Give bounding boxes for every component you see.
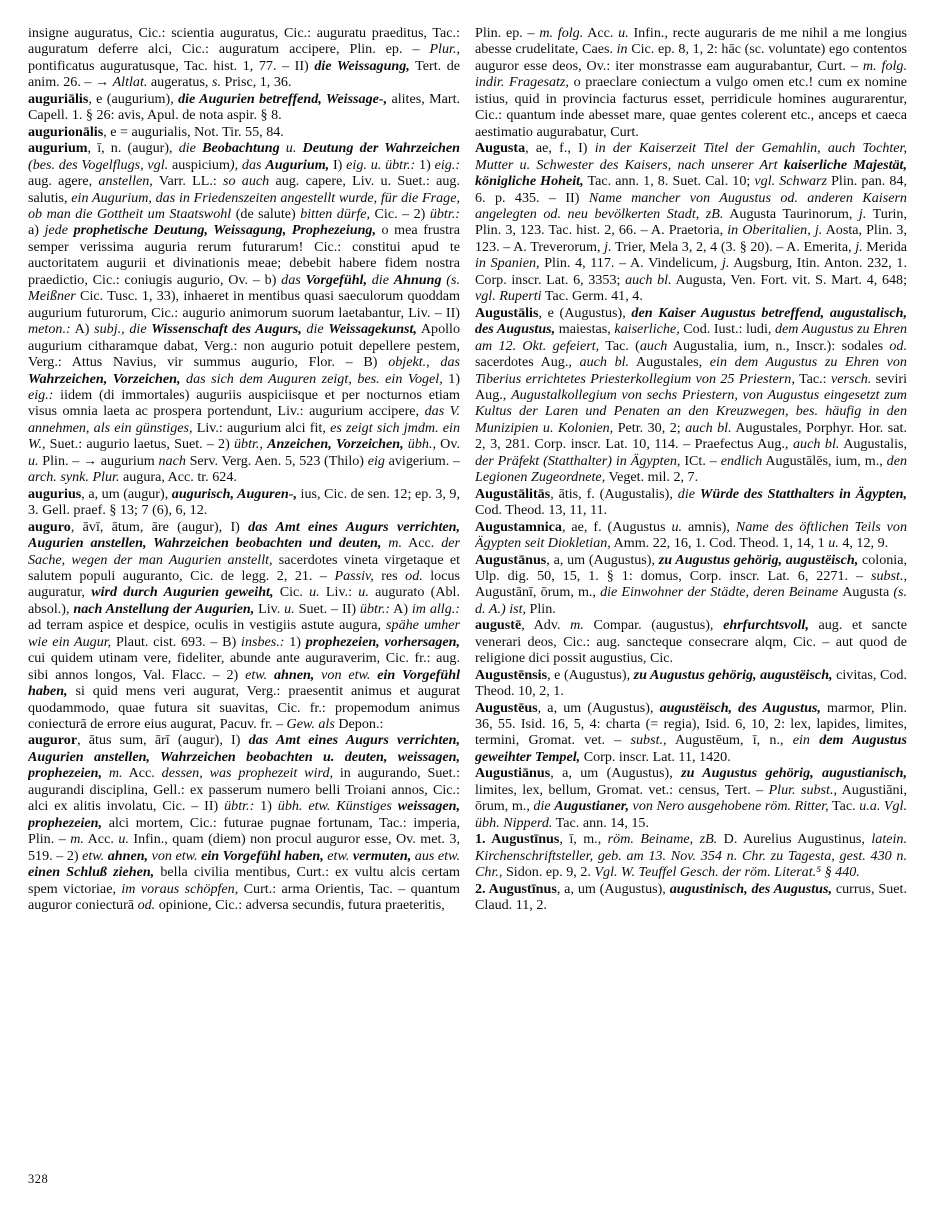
dictionary-paragraph: augurius, a, um (augur), augurisch, Auguren-, ius, Cic. de sen. 12; ep. 3, 9, 3. Gell. praef. § 13; 7 (6), 6, 12. xyxy=(28,485,460,519)
text-columns xyxy=(28,25,907,913)
dictionary-paragraph: Augustālis, e (Augustus), den Kaiser Augustus betreffend, augustalisch, des Augustus, maiestas, kaiserliche, Cod. Iust.: ludi, dem Augustus zu Ehren am 12. Okt. gefeiert, Tac. (auch Augustalia, ium, n., Inscr.): sodales od. sacerdotes Aug., auch bl. Augustales, ein dem Augustus zu Ehren von Tiberius errichtetes Priesterkollegium von 25 Priestern, Tac.: versch. seviri Aug., Augustalkollegium von sechs Priestern, von Augustus eingesetzt zum Kultus der Laren und Penaten an den Kreuzwegen, bes. häufig in den Munizipien u. Kolonien, Petr. 30, 2; auch bl. Augustales, Porphyr. Hor. sat. 2, 3, 281. Corp. inscr. Lat. 10, 114. – Praefectus Aug., auch bl. Augustalis, der Präfekt (Statthalter) in Ägypten, ICt. – endlich Augustālēs, ium, m., den Legionen Zugeordnete, Veget. mil. 2, 7. xyxy=(475,304,907,486)
dictionary-paragraph: augurionālis, e = augurialis, Not. Tir. 55, 84. xyxy=(28,123,284,140)
right-column xyxy=(475,25,907,913)
dictionary-paragraph: Augustamnica, ae, f. (Augustus u. amnis), Name des öftlichen Teils von Ägypten seit Diokletian, Amm. 22, 16, 1. Cod. Theod. 1, 14, 1 u. 4, 12, 9. xyxy=(475,518,907,552)
dictionary-paragraph: augustē, Adv. m. Compar. (augustus), ehrfurchtsvoll, aug. et sancte venerari deos, Cic.: aug. sancteque consecrare alqm, Cic. – aut quod de religione dici possit augustius, Cic. xyxy=(475,617,907,667)
dictionary-paragraph: Augusta, ae, f., I) in der Kaiserzeit Titel der Gemahlin, auch Tochter, Mutter u. Schwester des Kaisers, nach unserer Art kaiserliche Majestät, königliche Hoheit, Tac. ann. 1, 8. Suet. Cal. 10; vgl. Schwarz Plin. pan. 84, 6. p. 435. – II) Name mancher von Augustus od. anderen Kaisern angelegten od. neu bevölkerten Stadt, zB. Augusta Taurinorum, j. Turin, Plin. 3, 123. Tac. hist. 2, 66. – A. Praetoria, in Oberitalien, j. Aosta, Plin. 3, 123. – A. Treverorum, j. Trier, Mela 3, 2, 4 (3. § 20). – A. Emerita, j. Merida in Spanien, Plin. 4, 117. – A. Vindelicum, j. Augsburg, Itin. Anton. 232, 1. Corp. inscr. Lat. 6, 3353; auch bl. Augusta, Ven. Fort. vit. S. Mart. 4, 648; vgl. Ruperti Tac. Germ. 41, 4. xyxy=(475,140,907,305)
dictionary-paragraph: 2. Augustīnus, a, um (Augustus), augustinisch, des Augustus, currus, Suet. Claud. 11, 2. xyxy=(475,880,907,914)
dictionary-paragraph: auguro, āvī, ātum, āre (augur), I) das Amt eines Augurs verrichten, Augurien anstellen, Wahrzeichen beobachten und deuten, m. Acc. der Sache, wegen der man Augurien anstellt, sacerdotes vineta virgetaque et salutem populi auguranto, Cic. de legg. 2, 21. – Passiv, res od. locus auguratur, wird durch Augurien geweiht, Cic. u. Liv.: u. augurato (Abl. absol.), nach Anstellung der Augurien, Liv. u. Suet. – II) übtr.: A) im allg.: ad terram aspice et despice, oculis in vestigiis astute augura, spähe umher wie ein Augur, Plaut. cist. 693. – B) insbes.: 1) prophezeien, vorhersagen, cui quidem utinam vere, fideliter, abunde ante auguraverim, Cic. fr.: aug. sibi annos longos, Val. Flacc. – 2) etw. ahnen, von etw. ein Vorgefühl haben, si quid mens veri augurat, Verg.: praesentit animus et augurat quodammodo, quae futura sit suavitas, Cic. fr.: propemodum animus coniecturā de errore eius augurat, Pacuv. fr. – Gew. als Depon.: xyxy=(28,518,460,733)
dictionary-paragraph: Augustēnsis, e (Augustus), zu Augustus gehörig, augustëisch, civitas, Cod. Theod. 10, 2, 1. xyxy=(475,666,907,700)
dictionary-paragraph: Augustēus, a, um (Augustus), augustëisch, des Augustus, marmor, Plin. 36, 55. Isid. 16, 5, 4: charta (= regia), Isid. 6, 10, 2: lex, lapides, limites, termini, Gromat. vet. – subst., Augustēum, ī, n., ein dem Augustus geweihter Tempel, Corp. inscr. Lat. 11, 1420. xyxy=(475,699,907,765)
dictionary-paragraph: auguror, ātus sum, ārī (augur), I) das Amt eines Augurs verrichten, Augurien anstellen, Wahrzeichen beobachten u. deuten, weissagen, prophezeien, m. Acc. dessen, was prophezeit wird, in augurando, Suet.: augurandi disciplina, Gell.: ex passerum numero belli Troiani annos, Cic.: alci ex alitis involatu, Cic. – II) übtr.: 1) übh. etw. Künstiges weissagen, prophezeien, alci mortem, Cic.: futurae pugnae fortunam, Tac.: imperia, Plin. – m. Acc. u. Infin., quam (diem) non procul auguror esse, Ov. met. 3, 519. – 2) etw. ahnen, von etw. ein Vorgefühl haben, etw. vermuten, aus etw. einen Schluß ziehen, bella civilia mentibus, Curt.: ex vultu alcis certam spem victoriae, im voraus schöpfen, Curt.: arma Orientis, Tac. – quantum auguror coniecturā od. opinione, Cic.: adversa secundis, futura praeteritis, xyxy=(28,732,460,914)
left-column xyxy=(28,25,460,913)
dictionary-paragraph: Augustānus, a, um (Augustus), zu Augustus gehörig, augustëisch, colonia, Ulp. dig. 50, 15, 1. § 1: domus, Corp. inscr. Lat. 6, 2271. – subst., Augustānī, ōrum, m., die Einwohner der Städte, deren Beiname Augusta (s. d. A.) ist, Plin. xyxy=(475,551,907,617)
dictionary-paragraph: Plin. ep. – m. folg. Acc. u. Infin., recte auguraris de me nihil a me longius abesse crudelitate, Caes. in Cic. ep. 8, 1, 2: hāc (sc. voluntate) ego contentos auguror esse deos, Ov.: iter monstrasse eam augurabantur, Curt. – m. folg. indir. Fragesatz, o praeclare coniectum a vulgo omen etc.! cum ex nomine istius, quid in provincia facturus esset, perridicule homines augurarentur, Cic.: quantum inde abesset mare, quae gentes colerent etc., anceps et caeca aestimatio augurabatur, Curt. xyxy=(475,25,907,140)
page-number: 328 xyxy=(28,1172,49,1186)
dictionary-paragraph: insigne auguratus, Cic.: scientia auguratus, Cic.: auguratu praeditus, Tac.: auguratum deferre alci, Cic.: auguratum accipere, Plin. ep. – Plur., pontificatus auguratusque, Tac. hist. 1, 77. – II) die Weissagung, Tert. de anim. 26. – → Altlat. augeratus, s. Prisc, 1, 36. xyxy=(28,25,460,91)
dictionary-paragraph: Augustālitās, ātis, f. (Augustalis), die Würde des Statthalters in Ägypten, Cod. Theod. 13, 11, 11. xyxy=(475,485,907,519)
dictionary-paragraph: 1. Augustīnus, ī, m., röm. Beiname, zB. D. Aurelius Augustinus, latein. Kirchenschriftsteller, geb. am 13. Nov. 354 n. Chr. zu Tagesta, gest. 430 n. Chr., Sidon. ep. 9, 2. Vgl. W. Teuffel Gesch. der röm. Literat.⁵ § 440. xyxy=(475,831,907,881)
dictionary-paragraph: auguriālis, e (augurium), die Augurien betreffend, Weissage-, alites, Mart. Capell. 1. § 26: avis, Apul. de nota aspir. § 8. xyxy=(28,90,460,124)
dictionary-paragraph: augurium, ī, n. (augur), die Beobachtung u. Deutung der Wahrzeichen (bes. des Vogelflugs, vgl. auspicium), das Augurium, I) eig. u. übtr.: 1) eig.: aug. agere, anstellen, Varr. LL.: so auch aug. capere, Liv. u. Suet.: aug. salutis, ein Augurium, das in Friedenszeiten angestellt wurde, für die Frage, ob man die Gottheit um Staatswohl (de salute) bitten dürfe, Cic. – 2) übtr.: a) jede prophetische Deutung, Weissagung, Prophezeiung, o mea frustra semper verissima auguria rerum futurarum! Cic.: constitui apud te auctoritatem augurii et divinationis meae; debebit habere fidem nostra praedictio, Cic.: coniugis augurio, Ov. – b) das Vorgefühl, die Ahnung (s. Meißner Cic. Tusc. 1, 33), inhaeret in mentibus quasi saeculorum quoddam augurium futurorum, Cic.: augurio animorum suorum laetabantur, Liv. – II) meton.: A) subj., die Wissenschaft des Augurs, die Weissagekunst, Apollo augurium citharamque dabat, Verg.: non augurio potuit depellere pestem, Verg.: Attus Navius, vir summus augurio, Flor. – B) objekt., das Wahrzeichen, Vorzeichen, das sich dem Auguren zeigt, bes. ein Vogel, 1) eig.: iidem (di immortales) auguriis auspiciisque et per nocturnos etiam visus omnia laeta ac prospera portendunt, Liv.: augurium accipere, das V. annehmen, als ein günstiges, Liv.: augurium alci fit, es zeigt sich jmdm. ein W., Suet.: augurio laetus, Suet. – 2) übtr., Anzeichen, Vorzeichen, übh., Ov. u. Plin. – → augurium nach Serv. Verg. Aen. 5, 523 (Thilo) eig avigerium. – arch. synk. Plur. augura, Acc. tr. 624. xyxy=(28,140,460,486)
dictionary-paragraph: Augustiānus, a, um (Augustus), zu Augustus gehörig, augustianisch, limites, lex, bellum, Gromat. vet.: census, Tert. – Plur. subst., Augustiāni, ōrum, m., die Augustianer, von Nero ausgehobene röm. Ritter, Tac. u.a. Vgl. übh. Nipperd. Tac. ann. 14, 15. xyxy=(475,765,907,831)
